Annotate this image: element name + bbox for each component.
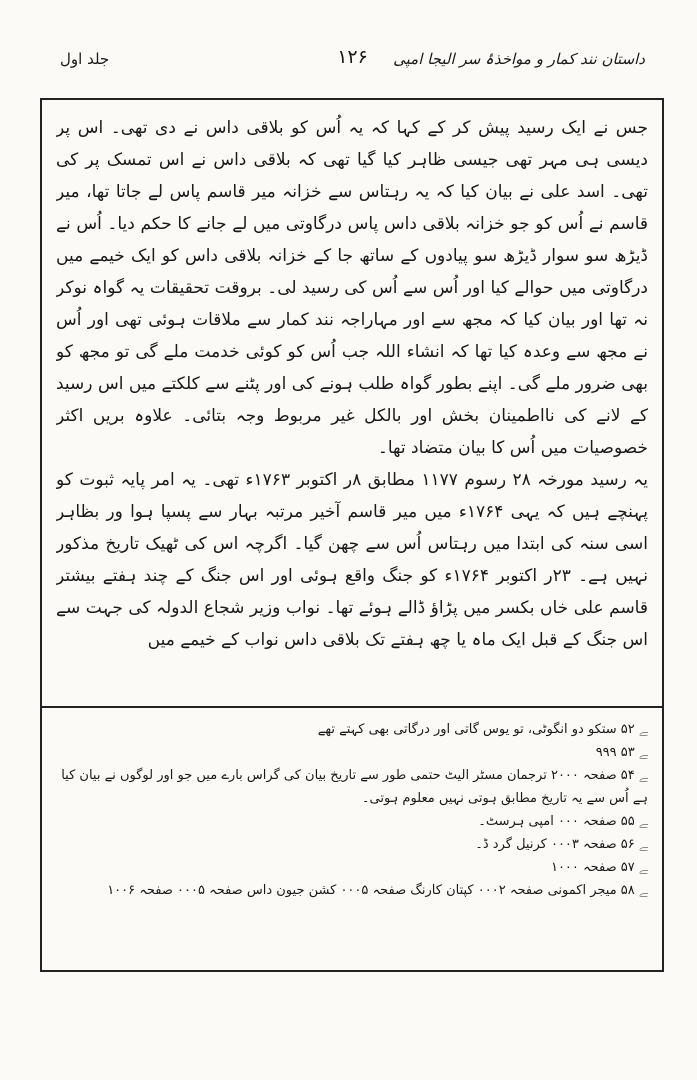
page-number: ۱۲۶ xyxy=(337,46,368,68)
footnote: ﮯ ۵۴ صفحہ ۲۰۰۰ ترجمان مسٹر الیٹ حتمی طور سے تاریخ بیان کی گراس بارے میں جو اور لوگوں نے بیان کیا ہے اُس سے یہ تاریخ مطابق ہوتی نہیں معلوم ہوتی۔ xyxy=(61,768,648,806)
running-header xyxy=(60,46,645,82)
footnotes xyxy=(56,718,648,902)
main-text xyxy=(56,112,648,690)
footnote: ﮯ ۵۶ صفحہ ۰۰۰۳ کرنیل گرد ڈ۔ xyxy=(475,837,648,852)
body-paragraph: جس نے ایک رسید پیش کر کے کہا کہ یہ اُس کو بلاقی داس نے دی تھی۔ اس پر دیسی ہی مہر تھی جیسی ظاہر کیا گیا تھی کہ بلاقی داس نے اس تمسک پر کی تھی۔ اسد علی نے بیان کیا کہ یہ رہتاس سے خزانہ میر قاسم پاس لے جاتا تھا، میر قاسم نے اُس کو جو خزانہ بلاقی داس پاس درگاوتی میں لے جانے کا حکم دیا۔ اُس نے ڈیڑھ سو سوار ڈیڑھ سو پیادوں کے ساتھ جا کے خزانہ بلاقی داس کو ایک خیمے میں درگاوتی میں حوالے کیا اور اُس سے اُس کی رسید لی۔ بروقت تحقیقات یہ گواہ نوکر نہ تھا اور بیان کیا کہ مجھ سے اور مہاراجہ نند کمار سے ملاقات ہوئی تھی اور اُس نے مجھ سے وعدہ کیا تھا کہ انشاء اللہ جب اُس کو کوئی خدمت ملے گی تو مجھ کو بھی ضرور ملے گی۔ اپنے بطور گواہ طلب ہونے کی اور پٹنے سے کلکتے میں اس رسید کے لانے کی نااطمینان بخش اور بالکل غیر مربوط وجہ بتائی۔ علاوہ بریں اکثر خصوصیات میں اُس کا بیان متضاد تھا۔ xyxy=(56,118,648,458)
footnote: ﮯ ۵۲ ستکو دو انگوٹی، تو یوس گاتی اور درگاتی بھی کہتے تھے xyxy=(317,722,648,737)
running-title: داستان نند کمار و مواخذۂ سر الیجا امپی xyxy=(393,50,645,68)
footnote: ﮯ ۵۷ صفحہ ۱۰۰۰ xyxy=(550,860,648,875)
text-frame xyxy=(40,98,664,972)
volume-label: جلد اول xyxy=(60,50,110,68)
footnote: ﮯ ۵۸ میجر اکمونی صفحہ ۰۰۰۲ کپتان کارنگ صفحہ ۰۰۰۵ کشن جیون داس صفحہ ۰۰۰۵ صفحہ ۱۰۰۶ xyxy=(107,883,648,898)
footnote: ﮯ ۵۵ صفحہ ۰۰۰ امپی ہرسٹ۔ xyxy=(478,814,648,829)
body-paragraph: یہ رسید مورخہ ۲۸ رسوم ۱۱۷۷ مطابق ۸ر اکتوبر ۱۷۶۳ء تھی۔ یہ امر پایہ ثبوت کو پہنچے ہیں کہ یہی ۱۷۶۴ء میں میر قاسم آخیر مرتبہ بہار سے پسپا ہوا ور بظاہر اسی سنہ کی ابتدا میں رہتاس اُس سے چھن گیا۔ اگرچہ اس کی ٹھیک تاریخ مذکور نہیں ہے۔ ۲۳ر اکتوبر ۱۷۶۴ء کو جنگ واقع ہوئی اور اس جنگ کے چند ہفتے بیشتر قاسم علی خاں بکسر میں پڑاؤ ڈالے ہوئے تھا۔ نواب وزیر شجاع الدولہ کی جہت سے اس جنگ کے قبل ایک ماہ یا چھ ہفتے تک بلاقی داس نواب کے خیمے میں xyxy=(56,470,648,650)
footnote-divider xyxy=(42,706,662,708)
footnote: ﮯ ۵۳ ۹۹۹ xyxy=(595,745,648,760)
